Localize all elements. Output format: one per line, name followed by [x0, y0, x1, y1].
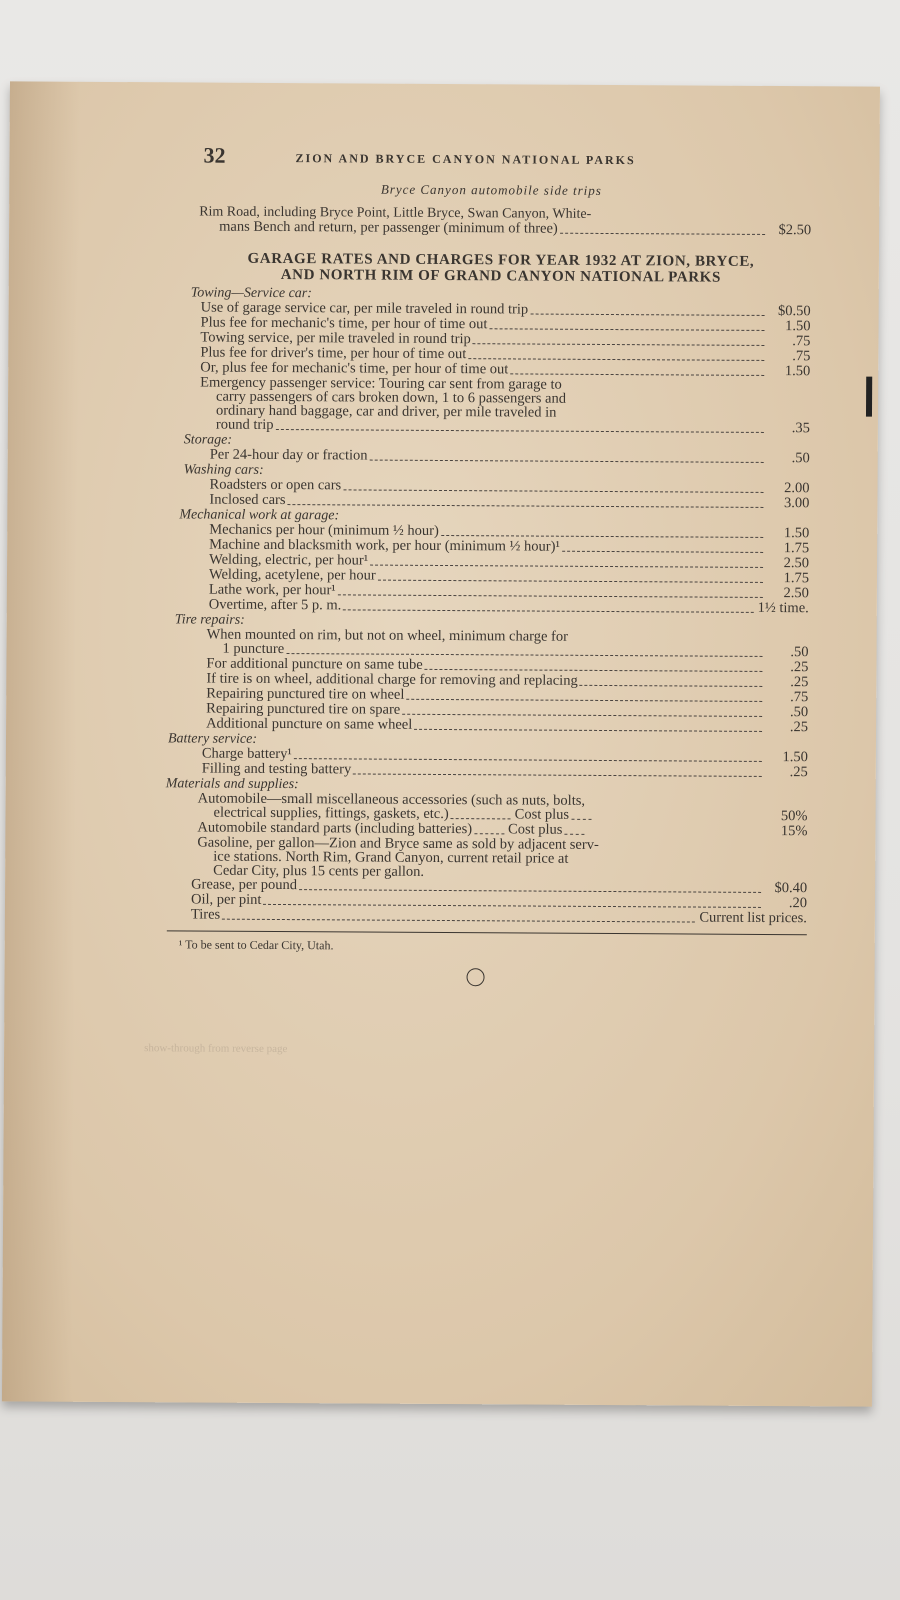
rate-row: Oil, per pint .20 [190, 891, 808, 912]
rate-row: Plus fee for mechanic's time, per hour of time out 1.50 [200, 314, 811, 335]
rate-row: Inclosed cars 3.00 [209, 491, 810, 512]
document-page [2, 81, 880, 1406]
mechanical-section [169, 522, 810, 616]
footnote-rule [167, 930, 807, 935]
rate-row: Tires Current list prices. [190, 906, 807, 927]
rate-row: If tire is on wheel, additional charge for removing and replacing .25 [206, 670, 809, 691]
materials-section [167, 791, 808, 881]
section-title-mechanical: Mechanical work at garage: [179, 507, 340, 524]
section-title-storage: Storage: [183, 432, 233, 448]
rate-row: Filling and testing battery .25 [201, 760, 808, 781]
side-trips-subtitle: Bryce Canyon automobile side trips [380, 181, 602, 198]
rate-row: Or, plus fee for mechanic's time, per hour of time out 1.50 [200, 359, 811, 380]
page-number: 32 [203, 142, 226, 168]
battery-section [168, 746, 808, 780]
garage-rates-heading: GARAGE RATES AND CHARGES FOR YEAR 1932 AT ZION, BRYCE, AND NORTH RIM OF GRAND CANYON NATIONAL PARKS [247, 250, 755, 286]
parts-entry: Automobile standard parts (including batteries) Cost plus 15% [197, 819, 808, 840]
side-trip-price-row: mans Bench and return, per passenger (minimum of three) $2.50 [219, 218, 812, 239]
emergency-service-entry: Emergency passenger service: Touring car sent from garage to carry passengers of cars broken down, 1 to 6 passengers and ordinary hand baggage, car and driver, per mile traveled in round trip .35 [200, 374, 810, 437]
rate-row: Additional puncture on same wheel .25 [206, 715, 809, 736]
section-title-battery: Battery service: [167, 731, 258, 747]
rate-row: Grease, per pound $0.40 [191, 876, 808, 897]
rate-row: Welding, acetylene, per hour 1.75 [208, 566, 810, 587]
gasoline-entry: Gasoline, per gallon—Zion and Bryce same as sold by adjacent serv- ice stations. North Rim, Grand Canyon, current retail price at Cedar City, plus 15 cents per gallon. [197, 834, 599, 880]
rate-row: Welding, electric, per hour¹ 2.50 [209, 551, 810, 572]
section-title-towing: Towing—Service car: [190, 285, 312, 302]
rate-row: Overtime, after 5 p. m. 1½ time. [208, 596, 809, 617]
running-title: ZION AND BRYCE CANYON NATIONAL PARKS [295, 151, 636, 168]
rate-row: Towing service, per mile traveled in round trip .75 [200, 329, 811, 350]
page-content [167, 142, 812, 956]
rate-row: Charge battery¹ 1.50 [201, 745, 808, 766]
mounted-rim-entry: When mounted on rim, but not on wheel, minimum charge for 1 puncture .50 [206, 626, 809, 661]
materials-prices [167, 877, 807, 926]
rate-row: Lathe work, per hour¹ 2.50 [208, 581, 809, 602]
towing-section [170, 300, 811, 436]
circle-mark [466, 968, 484, 986]
side-trip-entry: Rim Road, including Bryce Point, Little Bryce, Swan Canyon, White- mans Bench and return, per passenger (minimum of three) $2.50 [199, 204, 812, 239]
page-header [171, 142, 811, 176]
rate-row: Roadsters or open cars 2.00 [209, 476, 810, 497]
rate-row: Per 24-hour day or fraction .50 [209, 446, 810, 467]
show-through-text: show-through from reverse page [144, 1042, 288, 1056]
rate-row: Repairing punctured tire on spare .50 [206, 700, 809, 721]
section-title-materials: Materials and supplies: [165, 776, 299, 793]
rate-row: Use of garage service car, per mile traveled in round trip $0.50 [200, 299, 811, 320]
washing-section [169, 477, 809, 511]
section-title-washing: Washing cars: [183, 462, 264, 478]
tire-section [168, 627, 809, 735]
rate-row: Machine and blacksmith work, per hour (minimum ½ hour)¹ 1.75 [209, 536, 810, 557]
rate-row: Repairing punctured tire on wheel .75 [206, 685, 809, 706]
section-title-tire: Tire repairs: [174, 612, 245, 628]
footnote: ¹ To be sent to Cedar City, Utah. [178, 937, 334, 953]
rate-row: Plus fee for driver's time, per hour of time out .75 [200, 344, 811, 365]
accessories-entry: Automobile—small miscellaneous accessories (such as nuts, bolts, electrical supplies, fittings, gaskets, etc.) Cost plus 50% [197, 790, 808, 825]
rate-row: Mechanics per hour (minimum ½ hour) 1.50 [209, 521, 810, 542]
rate-row: For additional puncture on same tube .25 [206, 655, 809, 676]
page-edge-mark [866, 377, 872, 417]
